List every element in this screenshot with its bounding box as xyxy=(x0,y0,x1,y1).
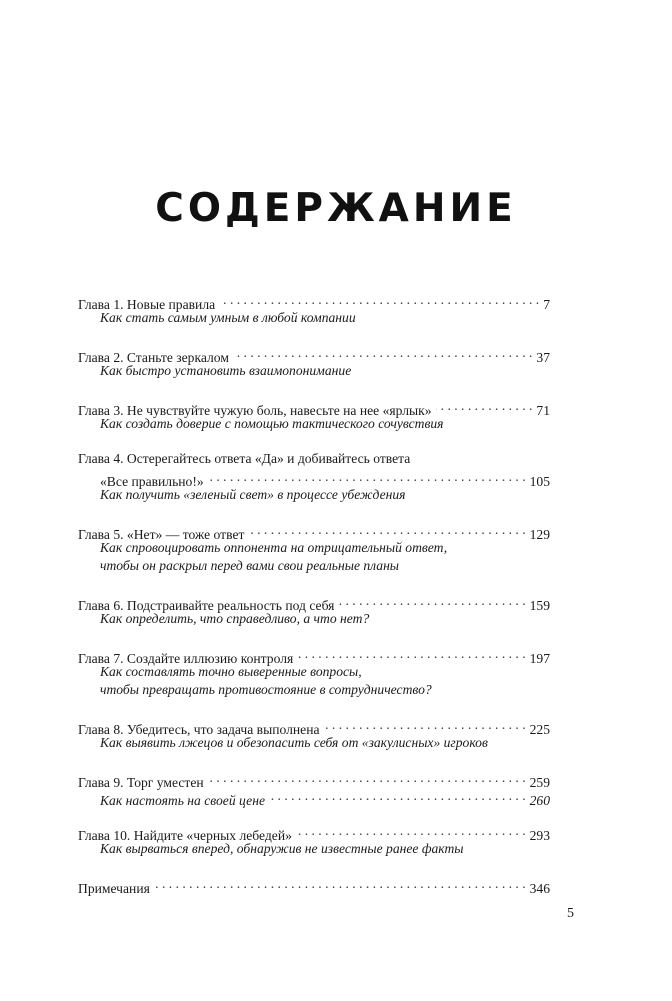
toc-entry-chapter-5[interactable] xyxy=(78,521,550,575)
page-ref: 129 xyxy=(529,527,550,542)
table-of-contents xyxy=(78,291,550,910)
toc-entry-chapter-6[interactable] xyxy=(78,592,550,628)
chapter-title[interactable]: Глава 2. Станьте зеркалом xyxy=(78,350,229,365)
toc-entry-chapter-1[interactable] xyxy=(78,291,550,327)
chapter-title-line-2[interactable]: «Все правильно!» xyxy=(100,474,204,489)
page-ref: 197 xyxy=(529,651,550,666)
chapter-subtitle: Как вырваться вперед, обнаружив не известные ранее факты xyxy=(100,841,464,856)
dot-leader xyxy=(296,822,526,840)
page-number: 5 xyxy=(567,906,574,921)
page-ref: 7 xyxy=(543,297,550,312)
page-ref: 71 xyxy=(536,403,550,418)
page-ref: 225 xyxy=(529,722,550,737)
toc-entry-chapter-9[interactable] xyxy=(78,769,550,808)
chapter-title[interactable]: Глава 1. Новые правила xyxy=(78,297,216,312)
chapter-title[interactable]: Глава 6. Подстраивайте реальность под себя xyxy=(78,598,335,613)
toc-entry-chapter-8[interactable] xyxy=(78,716,550,752)
chapter-title[interactable]: Глава 7. Создайте иллюзию контроля xyxy=(78,651,294,666)
toc-entry-chapter-2[interactable] xyxy=(78,344,550,380)
chapter-title[interactable]: Глава 9. Торг уместен xyxy=(78,775,204,790)
page-ref: 346 xyxy=(529,881,550,896)
chapter-subtitle: Как настоять на своей цене xyxy=(100,793,265,808)
page-ref: 105 xyxy=(529,474,550,489)
toc-entry-chapter-7[interactable] xyxy=(78,645,550,699)
chapter-subtitle: Как составлять точно выверенные вопросы, xyxy=(100,664,362,679)
chapter-subtitle: Как быстро установить взаимопонимание xyxy=(100,363,352,378)
chapter-title[interactable]: Глава 5. «Нет» — тоже ответ xyxy=(78,527,245,542)
page-ref: 293 xyxy=(529,828,550,843)
dot-leader xyxy=(208,468,526,486)
chapter-subtitle: чтобы он раскрыл перед вами свои реальные планы xyxy=(100,558,400,573)
toc-entry-chapter-3[interactable] xyxy=(78,397,550,433)
dot-leader xyxy=(248,521,525,539)
chapter-subtitle: Как определить, что справедливо, а что нет? xyxy=(100,611,370,626)
chapter-subtitle: Как выявить лжецов и обезопасить себя от «закулисных» игроков xyxy=(100,735,488,750)
page-title: СОДЕРЖАНИЕ xyxy=(155,186,517,231)
chapter-title[interactable]: Глава 10. Найдите «черных лебедей» xyxy=(78,828,292,843)
page-ref: 259 xyxy=(529,775,550,790)
dot-leader xyxy=(219,291,539,309)
notes-title[interactable]: Примечания xyxy=(78,881,150,896)
chapter-subtitle: Как создать доверие с помощью тактического сочувствия xyxy=(100,416,444,431)
toc-entry-chapter-10[interactable] xyxy=(78,822,550,858)
toc-entry-chapter-4[interactable] xyxy=(78,450,550,504)
dot-leader xyxy=(436,397,533,415)
toc-entry-notes[interactable] xyxy=(78,875,550,896)
chapter-title[interactable]: Глава 8. Убедитесь, что задача выполнена xyxy=(78,722,320,737)
chapter-title-line-1[interactable]: Глава 4. Остерегайтесь ответа «Да» и добивайтесь ответа xyxy=(78,451,411,466)
dot-leader xyxy=(324,716,526,734)
chapter-subtitle: Как спровоцировать оппонента на отрицательный ответ, xyxy=(100,540,448,555)
chapter-title[interactable]: Глава 3. Не чувствуйте чужую боль, навесьте на нее «ярлык» xyxy=(78,403,432,418)
dot-leader xyxy=(269,787,526,805)
dot-leader xyxy=(208,769,526,787)
dot-leader xyxy=(233,344,532,362)
dot-leader xyxy=(154,875,526,893)
dot-leader xyxy=(338,592,525,610)
chapter-subtitle: чтобы превращать противостояние в сотрудничество? xyxy=(100,682,432,697)
chapter-subtitle: Как получить «зеленый свет» в процессе убеждения xyxy=(100,487,406,502)
dot-leader xyxy=(297,645,525,663)
page-ref: 159 xyxy=(529,598,550,613)
chapter-subtitle: Как стать самым умным в любой компании xyxy=(100,310,356,325)
page-ref: 37 xyxy=(536,350,550,365)
subtitle-page-ref: 260 xyxy=(529,793,550,808)
